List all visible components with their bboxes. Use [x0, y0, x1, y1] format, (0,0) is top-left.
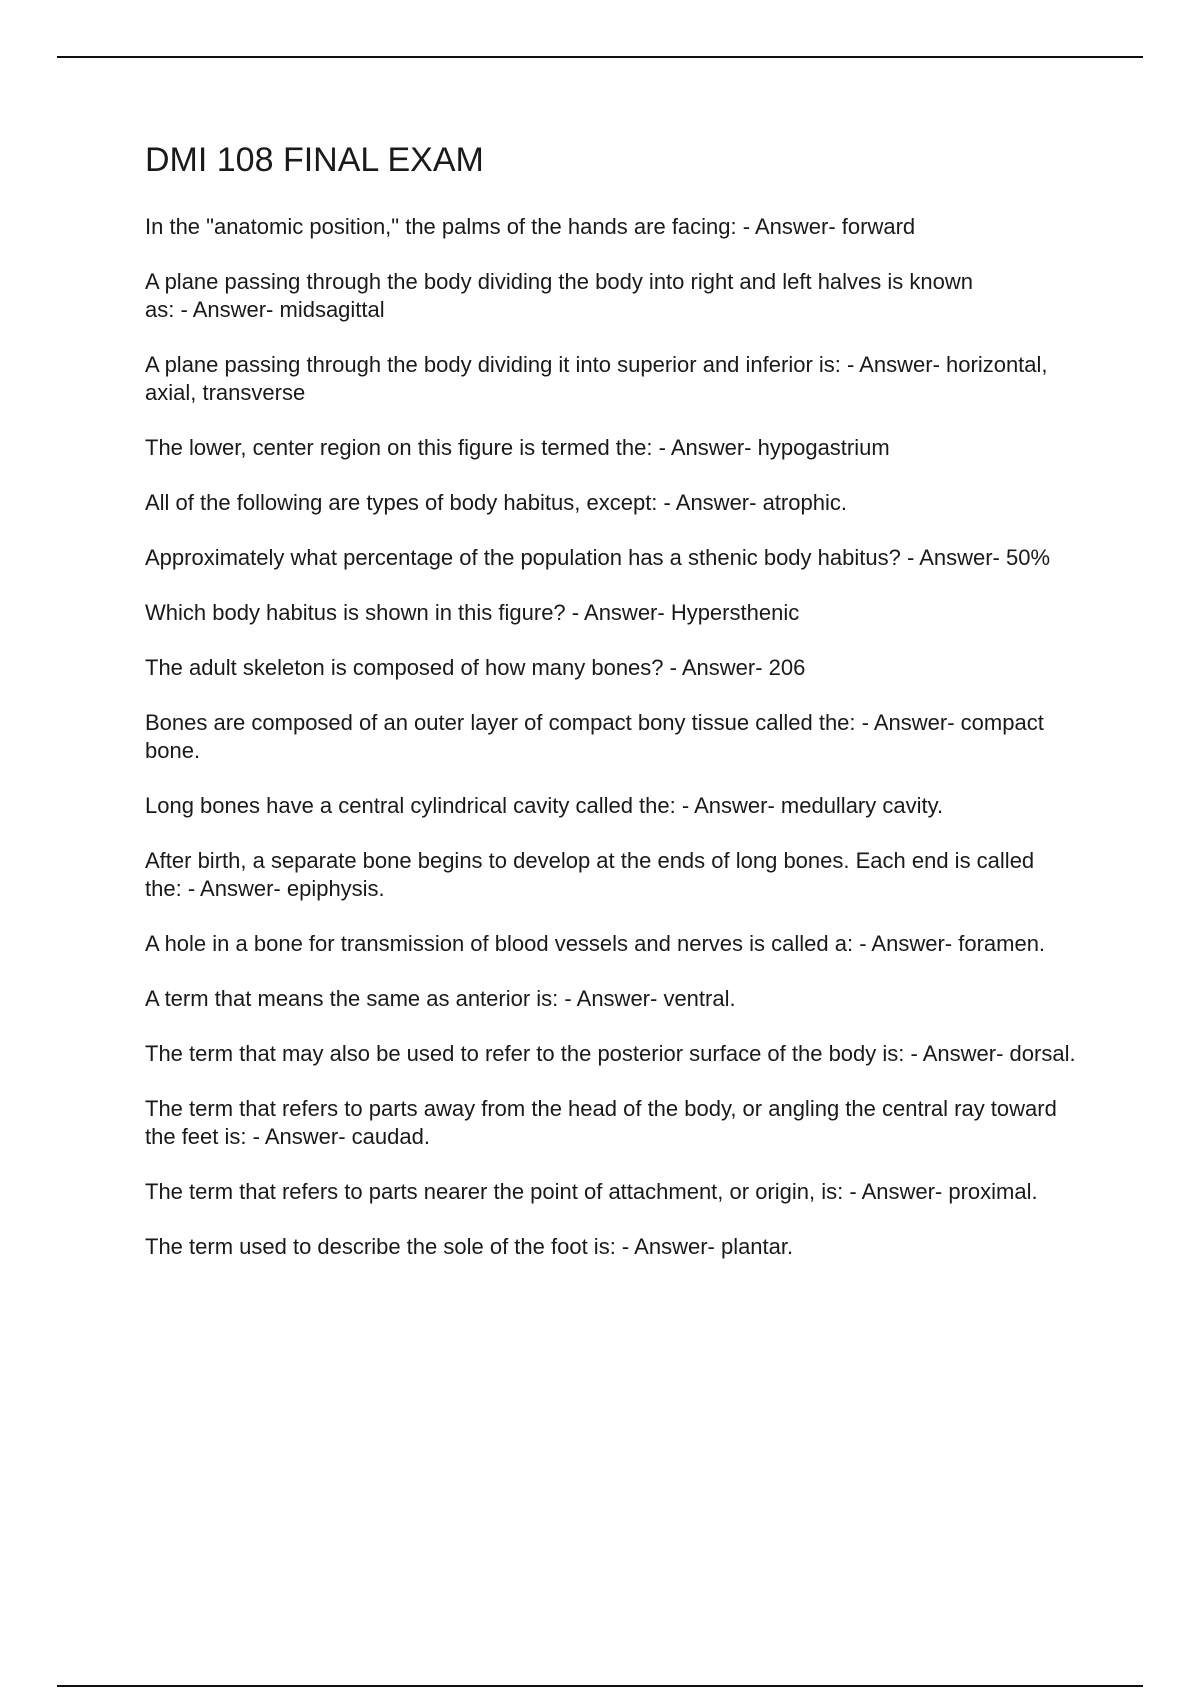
- question-text: A hole in a bone for transmission of blood vessels and nerves is called a: -: [145, 931, 871, 956]
- qa-item: [145, 985, 1085, 1013]
- question-text: Bones are composed of an outer layer of compact bony tissue called the: -: [145, 710, 874, 735]
- qa-item: [145, 930, 1085, 958]
- question-text: After birth, a separate bone begins to develop at the ends of long bones. Each end is called the: -: [145, 848, 1034, 901]
- qa-item: [145, 1095, 1085, 1151]
- qa-item: [145, 599, 1085, 627]
- question-text: A plane passing through the body dividing the body into right and left halves is known as: -: [145, 269, 973, 322]
- answer-text: Answer- ventral.: [576, 985, 736, 1011]
- question-text: The term that may also be used to refer to the posterior surface of the body is: -: [145, 1041, 923, 1066]
- question-text: Which body habitus is shown in this figure? -: [145, 600, 584, 625]
- answer-text: Answer- proximal.: [861, 1178, 1038, 1204]
- answer-text: Answer- 50%: [919, 544, 1051, 570]
- question-text: All of the following are types of body habitus, except: -: [145, 490, 676, 515]
- qa-item: [145, 709, 1085, 765]
- qa-item: [145, 847, 1085, 903]
- question-text: A plane passing through the body dividing it into superior and inferior is: -: [145, 352, 859, 377]
- answer-text: Answer- forward: [754, 213, 916, 239]
- qa-item: [145, 351, 1085, 407]
- qa-item: [145, 792, 1085, 820]
- question-text: In the "anatomic position," the palms of the hands are facing: -: [145, 214, 755, 239]
- qa-item: [145, 1040, 1085, 1068]
- question-text: The term that refers to parts away from the head of the body, or angling the central ray toward the feet is: -: [145, 1096, 1057, 1149]
- question-text: The lower, center region on this figure is termed the: -: [145, 435, 671, 460]
- qa-item: [145, 213, 1085, 241]
- document-body: [145, 140, 1085, 1288]
- top-divider: [57, 56, 1143, 58]
- answer-text: Answer- 206: [681, 654, 806, 680]
- answer-text: Answer- Hypersthenic: [584, 599, 800, 625]
- answer-text: Answer- dorsal.: [922, 1040, 1076, 1066]
- question-text: Long bones have a central cylindrical cavity called the: -: [145, 793, 694, 818]
- document-title: DMI 108 FINAL EXAM: [145, 141, 484, 179]
- question-text: The term used to describe the sole of the foot is: -: [145, 1234, 634, 1259]
- answer-text: Answer- hypogastrium: [670, 434, 890, 460]
- qa-item: [145, 544, 1085, 572]
- qa-item: [145, 1233, 1085, 1261]
- answer-text: Answer- plantar.: [634, 1233, 794, 1259]
- qa-item: [145, 654, 1085, 682]
- answer-text: Answer- foramen.: [871, 930, 1046, 956]
- question-text: Approximately what percentage of the population has a sthenic body habitus? -: [145, 545, 919, 570]
- answer-text: Answer- medullary cavity.: [694, 792, 944, 818]
- qa-item: [145, 489, 1085, 517]
- answer-text: Answer- horizontal, axial, transverse: [145, 351, 1048, 405]
- question-answer-list: [145, 213, 1085, 1261]
- qa-item: [145, 268, 1085, 324]
- question-text: The adult skeleton is composed of how many bones? -: [145, 655, 682, 680]
- answer-text: Answer- caudad.: [264, 1123, 430, 1149]
- qa-item: [145, 1178, 1085, 1206]
- qa-item: [145, 434, 1085, 462]
- answer-text: Answer- compact bone.: [145, 709, 1044, 763]
- question-text: The term that refers to parts nearer the point of attachment, or origin, is: -: [145, 1179, 862, 1204]
- bottom-divider: [57, 1685, 1143, 1687]
- question-text: A term that means the same as anterior is: -: [145, 986, 577, 1011]
- answer-text: Answer- midsagittal: [192, 296, 385, 322]
- answer-text: Answer- epiphysis.: [200, 875, 385, 901]
- answer-text: Answer- atrophic.: [675, 489, 847, 515]
